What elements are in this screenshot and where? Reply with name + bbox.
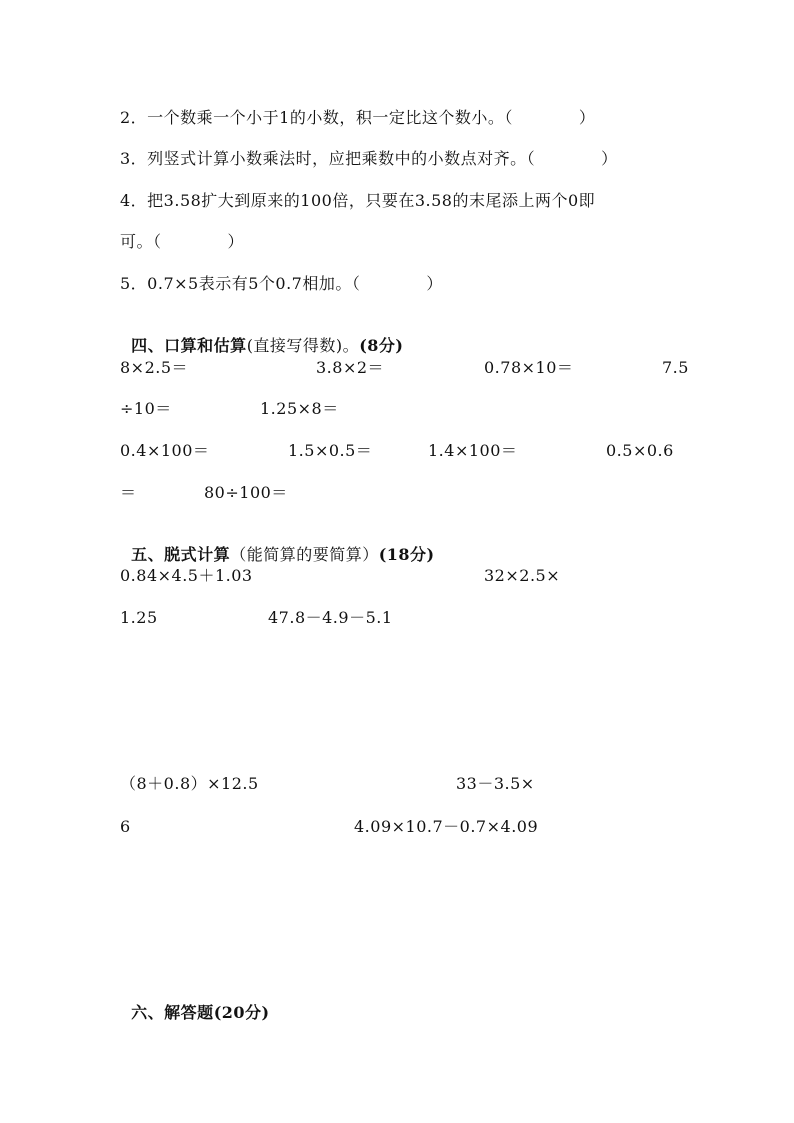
calculation-item: 0.84×4.5＋1.03 [120,566,253,585]
mental-math-item: 3.8×2＝ [316,358,385,377]
calculation-item: 4.09×10.7－0.7×4.09 [354,817,539,836]
section-6-heading [120,983,270,1023]
calculation-item: 6 [120,817,131,836]
section-5-title: 五、脱式计算 [131,545,231,564]
calculation-item: （8＋0.8）×12.5 [120,774,259,793]
section-4-note: (直接写得数)。 [246,336,360,355]
calculation-item: 33－3.5× [456,774,535,793]
section-4-title: 四、口算和估算 [131,336,247,355]
judgement-question-4-line-1: 4．把3.58扩大到原来的100倍，只要在3.58的末尾添上两个0即 [120,191,596,210]
mental-math-item: 0.4×100＝ [120,441,210,460]
calculation-item: 1.25 [120,608,158,627]
section-5-score: (18分) [378,545,435,564]
judgement-question-3: 3．列竖式计算小数乘法时，应把乘数中的小数点对齐。（ ） [120,149,618,168]
calculation-item: 32×2.5× [484,566,561,585]
section-6-title: 六、解答题 [131,1003,214,1022]
mental-math-item: 1.25×8＝ [260,399,339,418]
mental-math-item: 80÷100＝ [204,483,288,502]
judgement-question-5: 5．0.7×5表示有5个0.7相加。（ ） [120,274,443,293]
mental-math-item: 0.78×10＝ [484,358,574,377]
section-4-heading [120,316,403,356]
mental-math-item: 7.5 [662,358,689,377]
mental-math-item: 1.5×0.5＝ [288,441,373,460]
mental-math-item: 1.4×100＝ [428,441,518,460]
section-5-heading [120,525,435,565]
judgement-question-4-line-2: 可。（ ） [120,232,245,251]
mental-math-item: ÷10＝ [120,399,172,418]
section-5-note: （能简算的要简算） [230,545,379,564]
section-6-score: (20分) [213,1003,270,1022]
mental-math-item: ＝ [120,483,137,502]
mental-math-item: 8×2.5＝ [120,358,189,377]
calculation-item: 47.8－4.9－5.1 [268,608,393,627]
section-4-score: (8分) [359,336,404,355]
judgement-question-2: 2．一个数乘一个小于1的小数，积一定比这个数小。（ ） [120,108,596,127]
mental-math-item: 0.5×0.6 [606,441,674,460]
